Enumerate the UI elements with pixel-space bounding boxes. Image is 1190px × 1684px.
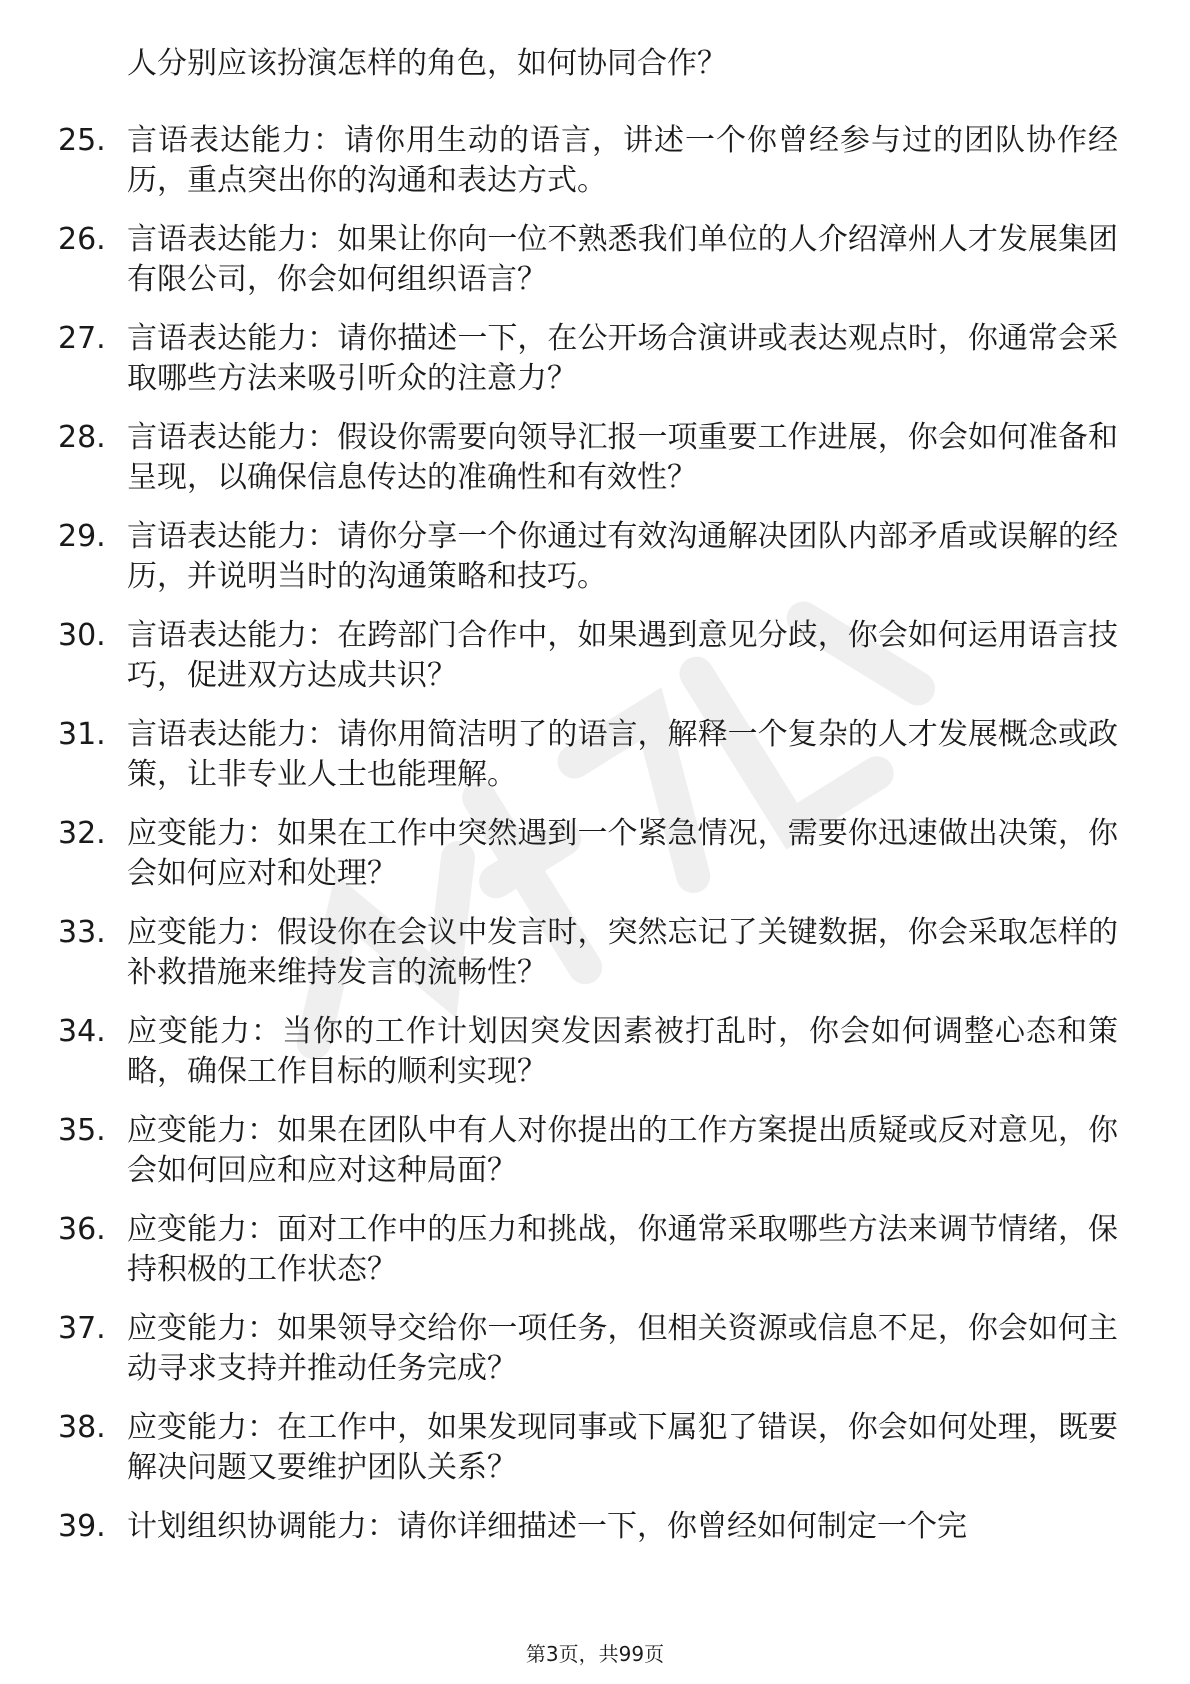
- list-item: [58, 517, 1118, 597]
- item-text: 言语表达能力：在跨部门合作中，如果遇到意见分歧，你会如何运用语言技巧，促进双方达成共识？: [127, 618, 1118, 693]
- item-number: 37.: [58, 1311, 106, 1346]
- item-number: 36.: [58, 1212, 106, 1247]
- item-number: 29.: [58, 519, 106, 554]
- list-item: [58, 616, 1118, 696]
- item-number: 25.: [58, 123, 106, 158]
- list-item: [58, 1111, 1118, 1191]
- item-text: 应变能力：如果在团队中有人对你提出的工作方案提出质疑或反对意见，你会如何回应和应对这种局面？: [127, 1113, 1118, 1188]
- item-number: 35.: [58, 1113, 106, 1148]
- item-text: 应变能力：如果领导交给你一项任务，但相关资源或信息不足，你会如何主动寻求支持并推动任务完成？: [127, 1311, 1118, 1386]
- list-item: [58, 715, 1118, 795]
- item-number: 39.: [58, 1509, 106, 1544]
- list-item: [58, 1507, 1118, 1547]
- item-number: 38.: [58, 1410, 106, 1445]
- item-number: 28.: [58, 420, 106, 455]
- item-number: 33.: [58, 915, 106, 950]
- list-item: [58, 1210, 1118, 1290]
- item-text: 应变能力：当你的工作计划因突发因素被打乱时，你会如何调整心态和策略，确保工作目标的顺利实现？: [127, 1014, 1118, 1089]
- item-text: 言语表达能力：请你用生动的语言，讲述一个你曾经参与过的团队协作经历，重点突出你的沟通和表达方式。: [127, 123, 1118, 198]
- list-item: [58, 319, 1118, 399]
- item-text: 言语表达能力：请你分享一个你通过有效沟通解决团队内部矛盾或误解的经历，并说明当时的沟通策略和技巧。: [127, 519, 1118, 594]
- list-item: [58, 1408, 1118, 1488]
- item-number: 27.: [58, 321, 106, 356]
- item-text: 应变能力：假设你在会议中发言时，突然忘记了关键数据，你会采取怎样的补救措施来维持发言的流畅性？: [127, 915, 1118, 990]
- item-text: 应变能力：如果在工作中突然遇到一个紧急情况，需要你迅速做出决策，你会如何应对和处理？: [127, 816, 1118, 891]
- continued-line: 人分别应该扮演怎样的角色，如何协同合作？: [127, 46, 727, 81]
- item-text: 言语表达能力：请你描述一下，在公开场合演讲或表达观点时，你通常会采取哪些方法来吸引听众的注意力？: [127, 321, 1118, 396]
- list-item: [58, 1309, 1118, 1389]
- question-list: [58, 44, 1118, 1566]
- item-number: 31.: [58, 717, 106, 752]
- list-item: [58, 121, 1118, 201]
- item-number: 32.: [58, 816, 106, 851]
- list-item: [58, 418, 1118, 498]
- item-text: 应变能力：在工作中，如果发现同事或下属犯了错误，你会如何处理，既要解决问题又要维护团队关系？: [127, 1410, 1118, 1485]
- list-item: [58, 913, 1118, 993]
- item-number: 30.: [58, 618, 106, 653]
- list-item: [58, 814, 1118, 894]
- item-number: 26.: [58, 222, 106, 257]
- item-text: 计划组织协调能力：请你详细描述一下，你曾经如何制定一个完: [127, 1509, 967, 1544]
- list-item: [58, 1012, 1118, 1092]
- item-text: 应变能力：面对工作中的压力和挑战，你通常采取哪些方法来调节情绪，保持积极的工作状态？: [127, 1212, 1118, 1287]
- item-text: 言语表达能力：请你用简洁明了的语言，解释一个复杂的人才发展概念或政策，让非专业人士也能理解。: [127, 717, 1118, 792]
- item-text: 言语表达能力：如果让你向一位不熟悉我们单位的人介绍漳州人才发展集团有限公司，你会如何组织语言？: [127, 222, 1118, 297]
- page-footer: 第3页，共99页: [525, 1642, 665, 1666]
- item-number: 34.: [58, 1014, 106, 1049]
- item-text: 言语表达能力：假设你需要向领导汇报一项重要工作进展，你会如何准备和呈现，以确保信息传达的准确性和有效性？: [127, 420, 1118, 495]
- list-item: [58, 220, 1118, 300]
